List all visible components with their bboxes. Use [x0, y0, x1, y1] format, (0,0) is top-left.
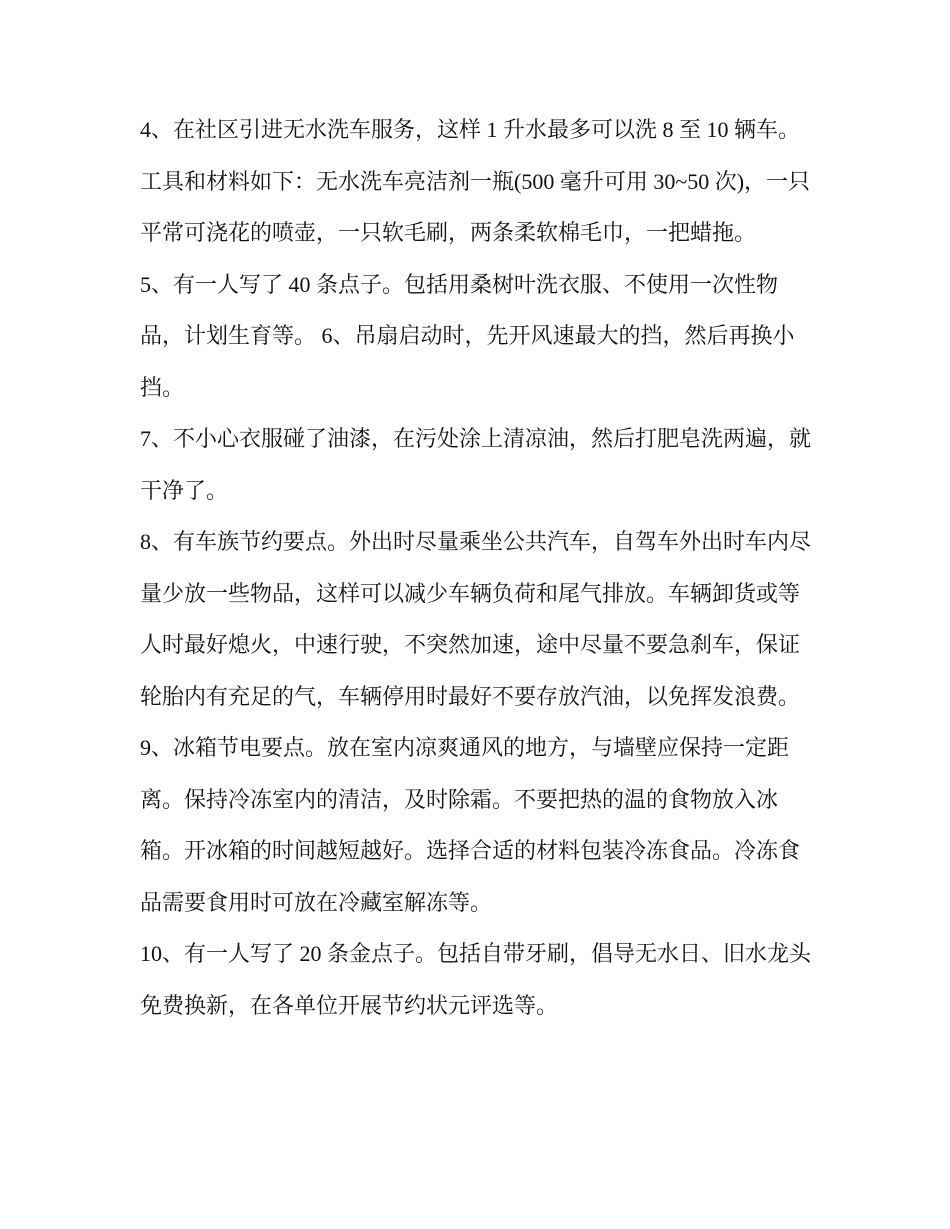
- paragraph-tip-5-6: 5、有一人写了 40 条点子。包括用桑树叶洗衣服、不使用一次性物品，计划生育等。 6、吊扇启动时，先开风速最大的挡，然后再换小挡。: [140, 271, 795, 400]
- document-body: [140, 104, 815, 1031]
- paragraph-tip-8: 8、有车族节约要点。外出时尽量乘坐公共汽车，自驾车外出时车内尽量少放一些物品，这样可以减少车辆负荷和尾气排放。车辆卸货或等人时最好熄火，中速行驶，不突然加速，途中尽量不要急刹车，保证轮胎内有充足的气，车辆停用时最好不要存放汽油，以免挥发浪费。: [140, 529, 812, 709]
- paragraph-tip-9: 9、冰箱节电要点。放在室内凉爽通风的地方，与墙壁应保持一定距离。保持冷冻室内的清洁，及时除霜。不要把热的温的食物放入冰箱。开冰箱的时间越短越好。选择合适的材料包装冷冻食品。冷冻食品需要食用时可放在冷藏室解冻等。: [140, 735, 801, 915]
- paragraph-tip-7: 7、不小心衣服碰了油漆，在污处涂上清凉油，然后打肥皂洗两遍，就干净了。: [140, 426, 812, 503]
- paragraph-tip-10: 10、有一人写了 20 条金点子。包括自带牙刷，倡导无水日、旧水龙头免费换新，在各单位开展节约状元评选等。: [140, 941, 812, 1018]
- paragraph-tip-4: 4、在社区引进无水洗车服务，这样 1 升水最多可以洗 8 至 10 辆车。工具和材料如下：无水洗车亮洁剂一瓶(500 毫升可用 30~50 次)，一只平常可浇花的喷壶，一只软毛刷，两条柔软棉毛巾，一把蜡拖。: [140, 117, 811, 245]
